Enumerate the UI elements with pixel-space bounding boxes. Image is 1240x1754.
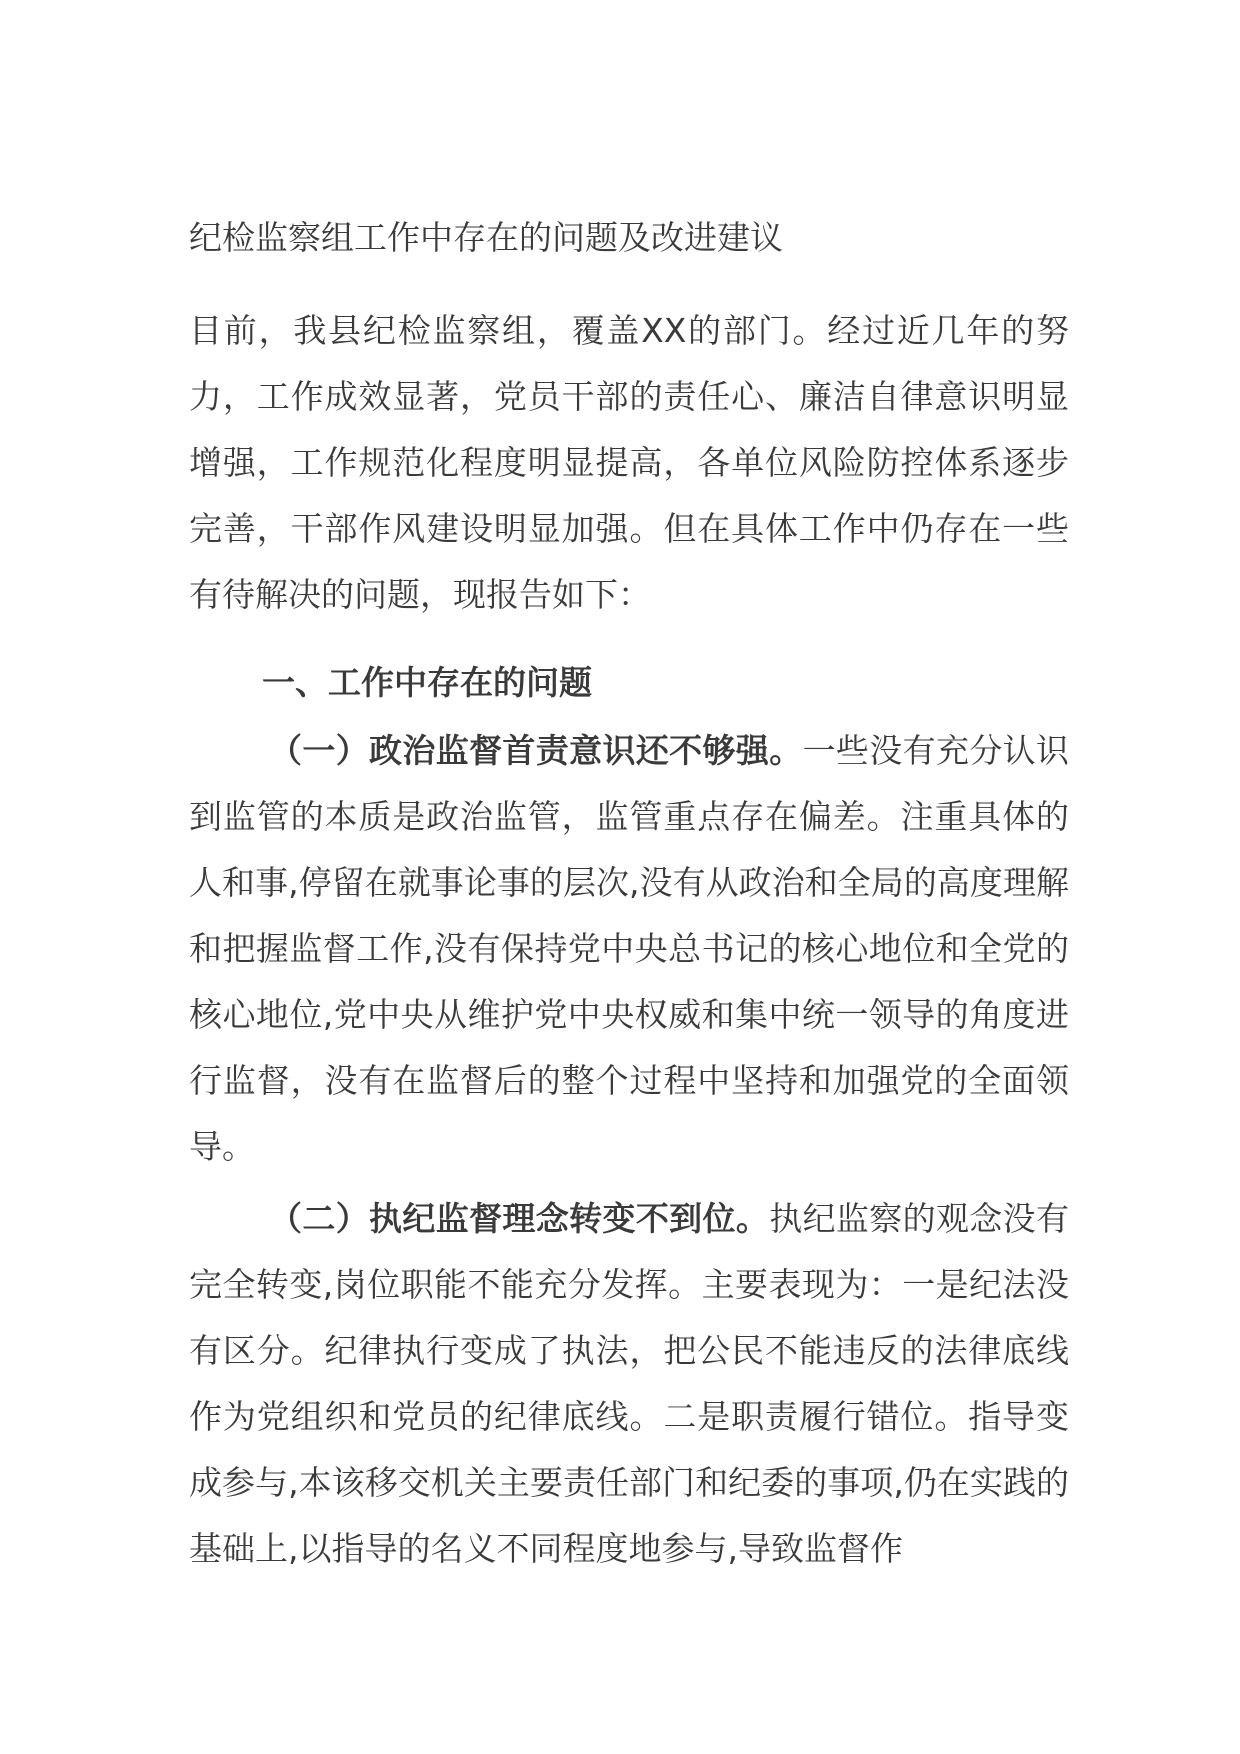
document-title: 纪检监察组工作中存在的问题及改进建议 — [189, 218, 783, 257]
subsection-2-paragraph — [189, 1186, 1069, 1582]
subsection-1-heading: （一）政治监督首责意识还不够强。 — [269, 731, 803, 770]
intro-paragraph: 目前，我县纪检监察组，覆盖XX的部门。经过近几年的努力，工作成效显著，党员干部的责任心、廉洁自律意识明显增强，工作规范化程度明显提高，各单位风险防控体系逐步完善，干部作风建设明显加强。但在具体工作中仍存在一些有待解决的问题，现报告如下： — [189, 311, 1069, 614]
section-heading: 一、工作中存在的问题 — [262, 663, 592, 702]
subsection-1-paragraph — [189, 718, 1069, 1180]
subsection-2-heading: （二）执纪监督理念转变不到位。 — [269, 1199, 770, 1238]
subsection-2-body: 执纪监察的观念没有完全转变,岗位职能不能充分发挥。主要表现为：一是纪法没有区分。纪律执行变成了执法，把公民不能违反的法律底线作为党组织和党员的纪律底线。二是职责履行错位。指导变成参与,本该移交机关主要责任部门和纪委的事项,仍在实践的基础上,以指导的名义不同程度地参与,导致监督作 — [189, 1199, 1070, 1568]
subsection-1-body: 一些没有充分认识到监管的本质是政治监管，监管重点存在偏差。注重具体的人和事,停留在就事论事的层次,没有从政治和全局的高度理解和把握监督工作,没有保持党中央总书记的核心地位和全党的核心地位,党中央从维护党中央权威和集中统一领导的角度进行监督，没有在监督后的整个过程中坚持和加强党的全面领导。 — [189, 731, 1070, 1166]
